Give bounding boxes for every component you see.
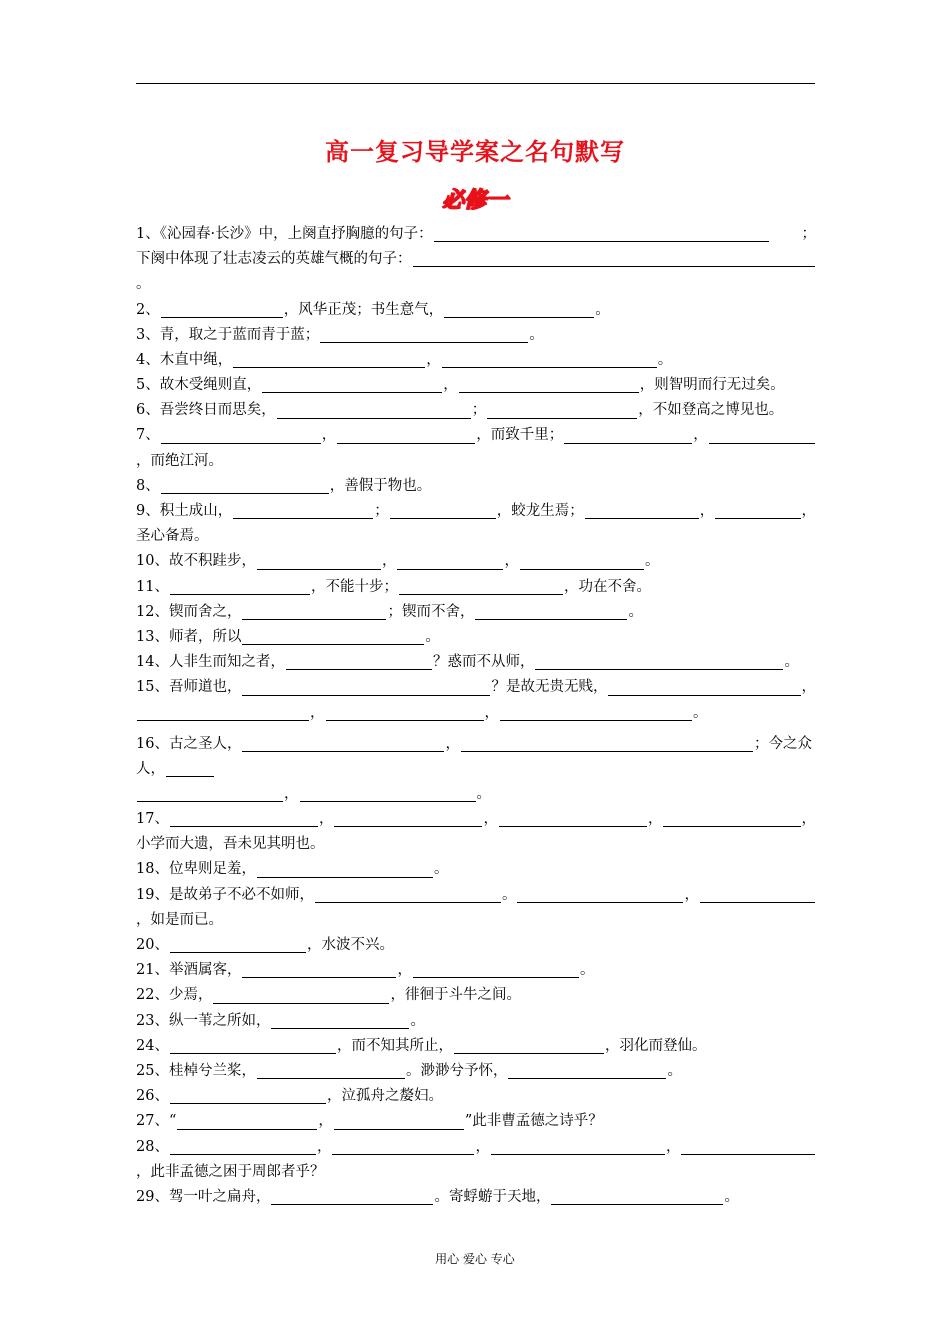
question-text: 8、 bbox=[136, 477, 160, 494]
answer-blank[interactable] bbox=[257, 553, 381, 570]
question-16-cont bbox=[136, 757, 816, 782]
question-text: 19、是故弟子不必不如师， bbox=[136, 886, 314, 903]
question-10 bbox=[136, 549, 816, 574]
answer-blank[interactable] bbox=[390, 502, 496, 519]
question-text: 10、故不积跬步， bbox=[136, 553, 256, 570]
answer-blank[interactable] bbox=[161, 427, 321, 444]
answer-blank[interactable] bbox=[166, 760, 214, 777]
question-text: 。渺渺兮予怀， bbox=[405, 1062, 508, 1079]
question-text: 23、纵一苇之所如， bbox=[136, 1012, 271, 1029]
answer-blank[interactable] bbox=[233, 351, 425, 368]
question-text: ，而不知其所止， bbox=[336, 1037, 453, 1054]
question-text: ， bbox=[647, 811, 663, 828]
question-text: 12、锲而舍之， bbox=[136, 603, 242, 620]
question-text: 。 bbox=[476, 785, 491, 802]
question-text: 。 bbox=[595, 301, 610, 318]
question-22 bbox=[136, 983, 816, 1008]
question-text: ； bbox=[471, 402, 487, 419]
question-text: ， bbox=[801, 679, 816, 696]
question-text: 1、《沁园春·长沙》中，上阕直抒胸臆的句子： bbox=[136, 225, 433, 242]
answer-blank[interactable] bbox=[399, 578, 563, 595]
question-text: 。 bbox=[657, 351, 673, 368]
answer-blank[interactable] bbox=[454, 1037, 604, 1054]
question-text: 。 bbox=[724, 1188, 739, 1205]
question-text: 29、驾一叶之扁舟， bbox=[136, 1188, 271, 1205]
question-text: ， bbox=[475, 1138, 490, 1155]
answer-blank[interactable] bbox=[413, 250, 816, 267]
question-14 bbox=[136, 650, 816, 675]
question-text: ；锲而不舍， bbox=[387, 603, 475, 620]
question-text: 18、位卑则足羞， bbox=[136, 861, 256, 878]
question-9 bbox=[136, 499, 816, 524]
page-subtitle: 必修一 bbox=[441, 188, 508, 213]
answer-blank[interactable] bbox=[334, 810, 482, 827]
question-2 bbox=[136, 298, 816, 323]
answer-blank[interactable] bbox=[242, 679, 490, 696]
answer-blank[interactable] bbox=[709, 427, 815, 444]
question-19-cont bbox=[136, 908, 816, 933]
question-text: ，而致千里； bbox=[476, 427, 564, 444]
question-15-cont bbox=[136, 701, 816, 726]
answer-blank[interactable] bbox=[271, 1188, 433, 1205]
question-text: 。 bbox=[667, 1062, 682, 1079]
answer-blank[interactable] bbox=[459, 376, 639, 393]
question-text: ，如是而已。 bbox=[136, 911, 223, 928]
answer-blank[interactable] bbox=[170, 1138, 316, 1155]
answer-blank[interactable] bbox=[663, 810, 800, 827]
answer-blank[interactable] bbox=[170, 578, 310, 595]
answer-blank[interactable] bbox=[499, 810, 647, 827]
answer-blank[interactable] bbox=[242, 735, 444, 752]
answer-blank[interactable] bbox=[413, 961, 579, 978]
answer-blank[interactable] bbox=[161, 477, 329, 494]
question-text: 4、木直中绳， bbox=[136, 351, 233, 368]
question-text: 27、“ bbox=[136, 1113, 177, 1130]
question-text: 人， bbox=[136, 760, 165, 777]
question-1 bbox=[136, 222, 816, 247]
question-18 bbox=[136, 858, 816, 883]
question-text: ， bbox=[693, 427, 708, 444]
answer-blank[interactable] bbox=[300, 785, 476, 802]
question-5 bbox=[136, 373, 816, 398]
answer-blank[interactable] bbox=[257, 861, 433, 878]
question-text: ， bbox=[483, 811, 498, 828]
answer-blank[interactable] bbox=[262, 376, 442, 393]
question-text: ， bbox=[699, 503, 715, 520]
question-12 bbox=[136, 600, 816, 625]
question-text: 13、师者，所以 bbox=[136, 628, 242, 645]
page-footer: 用心 爱心 专心 bbox=[435, 1252, 515, 1266]
answer-blank[interactable] bbox=[161, 301, 283, 318]
answer-blank[interactable] bbox=[585, 502, 699, 519]
answer-blank[interactable] bbox=[242, 961, 396, 978]
question-text: ，不如登高之博见也。 bbox=[638, 402, 784, 419]
question-text: ， bbox=[801, 811, 816, 828]
question-text: ； bbox=[801, 225, 816, 242]
question-text: 7、 bbox=[136, 427, 160, 444]
answer-blank[interactable] bbox=[170, 1037, 336, 1054]
question-16-cont2 bbox=[136, 782, 816, 807]
answer-blank[interactable] bbox=[137, 785, 283, 802]
question-8 bbox=[136, 474, 816, 499]
question-text: 22、少焉， bbox=[136, 987, 213, 1004]
question-text: 下阕中体现了壮志凌云的英雄气概的句子： bbox=[136, 251, 412, 268]
answer-blank[interactable] bbox=[334, 1113, 464, 1130]
answer-blank[interactable] bbox=[177, 1113, 317, 1130]
question-text: ”此非曹孟德之诗乎？ bbox=[464, 1113, 603, 1130]
question-text: ， bbox=[445, 735, 460, 752]
question-24 bbox=[136, 1034, 816, 1059]
question-text: ， bbox=[381, 553, 397, 570]
answer-blank[interactable] bbox=[608, 679, 800, 696]
question-text: ，羽化而登仙。 bbox=[604, 1037, 707, 1054]
question-text: 。 bbox=[784, 654, 799, 671]
question-1-cont bbox=[136, 247, 816, 272]
answer-blank[interactable] bbox=[242, 603, 386, 620]
question-text: 。 bbox=[410, 1012, 425, 1029]
answer-blank[interactable] bbox=[500, 704, 692, 721]
question-text: 25、桂棹兮兰桨， bbox=[136, 1062, 256, 1079]
question-text: ？惑而不从师， bbox=[432, 654, 535, 671]
question-16 bbox=[136, 726, 816, 757]
answer-blank[interactable] bbox=[700, 886, 815, 903]
question-28 bbox=[136, 1135, 816, 1160]
question-text: ，不能十步； bbox=[310, 578, 398, 595]
answer-blank[interactable] bbox=[535, 653, 783, 670]
question-20 bbox=[136, 933, 816, 958]
question-text: ，则智明而行无过矣。 bbox=[639, 377, 785, 394]
question-17 bbox=[136, 807, 816, 832]
answer-blank[interactable] bbox=[233, 502, 373, 519]
answer-blank[interactable] bbox=[170, 936, 306, 953]
question-text: ，泣孤舟之嫠妇。 bbox=[326, 1088, 443, 1105]
question-21 bbox=[136, 958, 816, 983]
answer-blank[interactable] bbox=[326, 704, 484, 721]
answer-blank[interactable] bbox=[681, 1138, 815, 1155]
answer-blank[interactable] bbox=[444, 301, 594, 318]
question-text: ，风华正茂；书生意气， bbox=[283, 301, 444, 318]
question-text: 9、积土成山， bbox=[136, 503, 233, 520]
question-3 bbox=[136, 323, 816, 348]
question-text: 15、吾师道也， bbox=[136, 679, 242, 696]
question-text: 16、古之圣人， bbox=[136, 735, 242, 752]
question-4 bbox=[136, 348, 816, 373]
question-17-cont bbox=[136, 832, 816, 857]
question-text: 5、故木受绳则直， bbox=[136, 377, 262, 394]
question-text: 6、吾尝终日而思矣， bbox=[136, 402, 276, 419]
answer-blank[interactable] bbox=[715, 502, 800, 519]
question-text: ， bbox=[684, 886, 699, 903]
question-text: ， bbox=[310, 704, 325, 721]
question-text: ， bbox=[321, 427, 337, 444]
question-text: ， bbox=[397, 962, 412, 979]
answer-blank[interactable] bbox=[277, 402, 471, 419]
answer-blank[interactable] bbox=[461, 735, 753, 752]
question-15 bbox=[136, 675, 816, 700]
question-text: 21、举酒属客， bbox=[136, 962, 242, 979]
header-rule bbox=[136, 83, 815, 84]
question-26 bbox=[136, 1084, 816, 1109]
answer-blank[interactable] bbox=[332, 1138, 474, 1155]
question-text: ， bbox=[801, 503, 816, 520]
question-text: 。 bbox=[136, 276, 151, 293]
question-text: ， bbox=[665, 1138, 681, 1155]
answer-blank[interactable] bbox=[320, 326, 528, 343]
question-text: ，功在不舍。 bbox=[563, 578, 651, 595]
question-text: ，徘徊于斗牛之间。 bbox=[390, 987, 521, 1004]
question-6 bbox=[136, 398, 816, 423]
question-text: 。 bbox=[433, 861, 449, 878]
question-27 bbox=[136, 1109, 816, 1134]
question-1-end bbox=[136, 272, 816, 297]
question-9-cont bbox=[136, 524, 816, 549]
question-text: 14、人非生而知之者， bbox=[136, 654, 285, 671]
answer-blank[interactable] bbox=[397, 553, 503, 570]
question-text: 11、 bbox=[136, 578, 169, 595]
question-text: 。 bbox=[628, 603, 643, 620]
question-text: ， bbox=[443, 377, 458, 394]
question-text: ， bbox=[318, 811, 334, 828]
question-text: ，而绝江河。 bbox=[136, 452, 223, 469]
question-text: ， bbox=[484, 704, 499, 721]
question-13 bbox=[136, 625, 816, 650]
question-25 bbox=[136, 1059, 816, 1084]
question-text: 圣心备焉。 bbox=[136, 528, 209, 545]
question-text: ？是故无贵无贱， bbox=[491, 679, 608, 696]
question-7 bbox=[136, 424, 816, 449]
answer-blank[interactable] bbox=[137, 704, 309, 721]
question-text: ，此非孟德之困于周郎者乎？ bbox=[136, 1163, 325, 1180]
answer-blank[interactable] bbox=[487, 402, 637, 419]
question-text: ；今之众 bbox=[753, 735, 812, 752]
question-text: ，水波不兴。 bbox=[306, 937, 394, 954]
question-text: 28、 bbox=[136, 1138, 169, 1155]
question-text: ， bbox=[284, 785, 299, 802]
question-11 bbox=[136, 575, 816, 600]
answer-blank[interactable] bbox=[315, 886, 501, 903]
question-text: 。 bbox=[579, 962, 595, 979]
answer-blank[interactable] bbox=[508, 1062, 666, 1079]
question-text: 2、 bbox=[136, 301, 160, 318]
question-text: 。 bbox=[529, 326, 544, 343]
answer-blank[interactable] bbox=[491, 1138, 665, 1155]
question-text: 20、 bbox=[136, 937, 169, 954]
question-text: 。 bbox=[693, 704, 708, 721]
question-text: ， bbox=[316, 1138, 332, 1155]
question-29 bbox=[136, 1185, 816, 1210]
question-19 bbox=[136, 883, 816, 908]
question-23 bbox=[136, 1009, 816, 1034]
answer-blank[interactable] bbox=[257, 1062, 405, 1079]
answer-blank[interactable] bbox=[337, 427, 475, 444]
answer-blank[interactable] bbox=[520, 553, 644, 570]
answer-blank[interactable] bbox=[475, 603, 627, 620]
answer-blank[interactable] bbox=[517, 886, 683, 903]
page-title: 高一复习导学案之名句默写 bbox=[325, 138, 625, 166]
question-list bbox=[136, 222, 816, 1210]
answer-blank[interactable] bbox=[564, 427, 692, 444]
question-text: ， bbox=[318, 1113, 333, 1130]
answer-blank[interactable] bbox=[442, 351, 657, 368]
question-text: 。 bbox=[501, 886, 517, 903]
answer-blank[interactable] bbox=[434, 225, 769, 242]
question-text: 17、 bbox=[136, 811, 169, 828]
question-28-cont bbox=[136, 1160, 816, 1185]
answer-blank[interactable] bbox=[551, 1188, 723, 1205]
question-text: 3、青，取之于蓝而青于蓝； bbox=[136, 326, 320, 343]
answer-blank[interactable] bbox=[170, 1087, 326, 1104]
question-text: ，蛟龙生焉； bbox=[496, 503, 584, 520]
question-text: 。寄蜉蝣于天地， bbox=[434, 1188, 551, 1205]
answer-blank[interactable] bbox=[170, 810, 318, 827]
question-text: 26、 bbox=[136, 1088, 169, 1105]
question-7-cont bbox=[136, 449, 816, 474]
question-text: ， bbox=[426, 351, 441, 368]
answer-blank[interactable] bbox=[213, 987, 389, 1004]
question-text: ； bbox=[374, 503, 389, 520]
answer-blank[interactable] bbox=[271, 1012, 409, 1029]
answer-blank[interactable] bbox=[242, 628, 424, 645]
question-text: 小学而大遗，吾未见其明也。 bbox=[136, 836, 325, 853]
question-text: 。 bbox=[644, 553, 660, 570]
question-text: 24、 bbox=[136, 1037, 169, 1054]
question-text: ，善假于物也。 bbox=[329, 477, 432, 494]
answer-blank[interactable] bbox=[286, 653, 432, 670]
question-text: ， bbox=[504, 553, 519, 570]
question-text: 。 bbox=[425, 628, 440, 645]
